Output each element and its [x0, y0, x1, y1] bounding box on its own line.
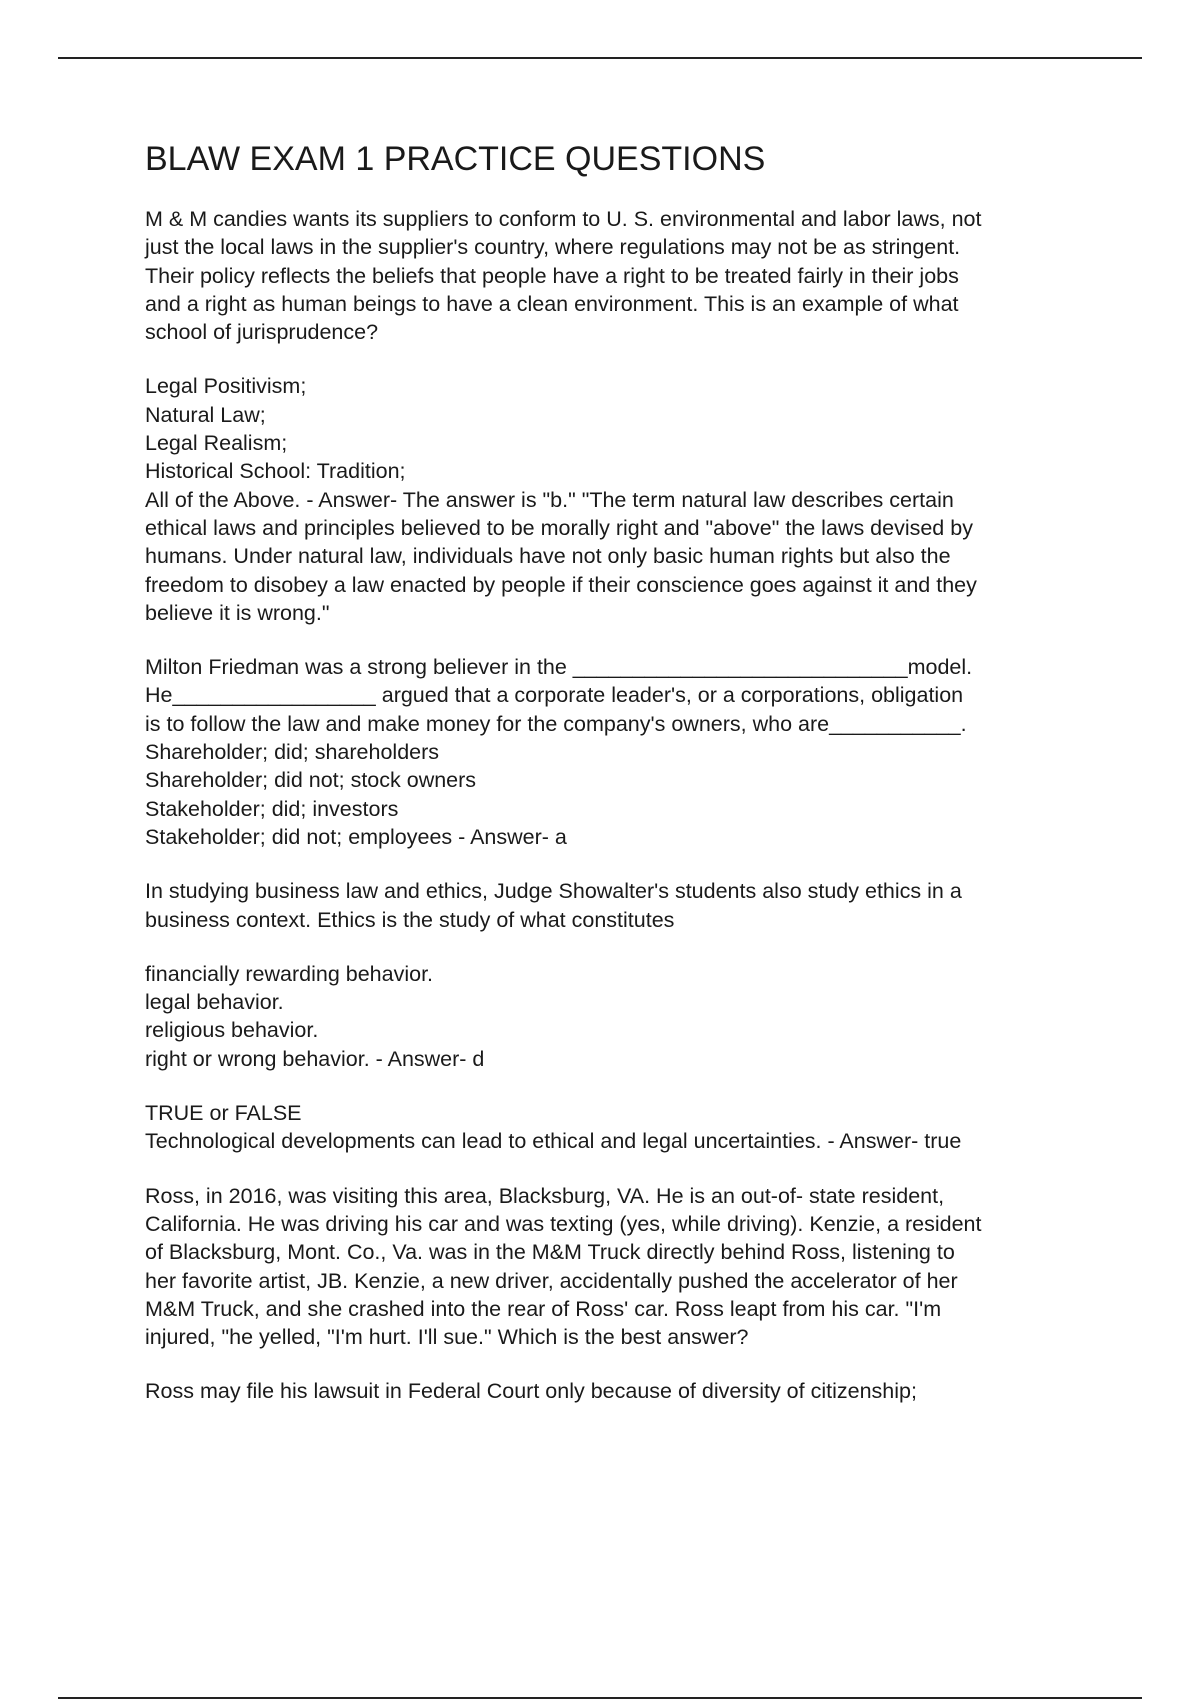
top-rule: [58, 57, 1142, 59]
question-line: M & M candies wants its suppliers to conform to U. S. environmental and labor laws, not: [145, 207, 982, 231]
document-title: BLAW EXAM 1 PRACTICE QUESTIONS: [145, 140, 766, 178]
option-line: Ross may file his lawsuit in Federal Court only because of diversity of citizenship;: [145, 1379, 917, 1404]
answer-line: right or wrong behavior. - Answer- d: [145, 1046, 485, 1071]
answer-line: Technological developments can lead to ethical and legal uncertainties. - Answer- true: [145, 1129, 962, 1154]
question-line: business context. Ethics is the study of what constitutes: [145, 907, 675, 932]
answer-line: Stakeholder; did not; employees - Answer- a: [145, 824, 567, 849]
option-line: legal behavior.: [145, 990, 284, 1015]
question-line: is to follow the law and make money for the company's owners, who are___________.: [145, 711, 967, 736]
option-line: Shareholder; did; shareholders: [145, 740, 440, 765]
question-2: [145, 653, 1105, 851]
spacer: [145, 1351, 1105, 1377]
answer-line: ethical laws and principles believed to be morally right and "above" the laws devised by: [145, 515, 973, 540]
question-5: [145, 1182, 1105, 1406]
option-line: Historical School: Tradition;: [145, 459, 406, 484]
option-line: Shareholder; did not; stock owners: [145, 768, 477, 793]
question-line: and a right as human beings to have a clean environment. This is an example of what: [145, 291, 959, 316]
question-line: M&M Truck, and she crashed into the rear of Ross' car. Ross leapt from his car. "I'm: [145, 1296, 942, 1321]
option-line: Stakeholder; did; investors: [145, 796, 399, 821]
answer-line: believe it is wrong.": [145, 600, 330, 625]
bottom-rule: [58, 1697, 1142, 1699]
question-line: her favorite artist, JB. Kenzie, a new driver, accidentally pushed the accelerator of her: [145, 1268, 958, 1293]
question-line: He_________________ argued that a corporate leader's, or a corporations, obligation: [145, 683, 964, 708]
question-line: TRUE or FALSE: [145, 1101, 302, 1126]
option-line: religious behavior.: [145, 1018, 319, 1043]
option-line: Legal Realism;: [145, 431, 288, 456]
question-line: just the local laws in the supplier's country, where regulations may not be as stringent.: [145, 235, 961, 260]
question-line: Milton Friedman was a strong believer in the ____________________________model.: [145, 655, 973, 680]
spacer: [145, 346, 1105, 372]
question-1: [145, 205, 1105, 627]
option-line: Legal Positivism;: [145, 374, 307, 399]
question-line: school of jurisprudence?: [145, 320, 379, 345]
question-line: injured, "he yelled, "I'm hurt. I'll sue." Which is the best answer?: [145, 1325, 749, 1350]
question-line: Ross, in 2016, was visiting this area, Blacksburg, VA. He is an out-of- state resident,: [145, 1183, 945, 1208]
option-line: financially rewarding behavior.: [145, 961, 434, 986]
answer-line: humans. Under natural law, individuals have not only basic human rights but also the: [145, 544, 951, 569]
document-body: [145, 140, 1105, 1432]
question-line: Their policy reflects the beliefs that people have a right to be treated fairly in their jobs: [145, 263, 959, 288]
spacer: [145, 934, 1105, 960]
answer-line: All of the Above. - Answer- The answer is "b." "The term natural law describes certain: [145, 487, 954, 512]
answer-line: freedom to disobey a law enacted by people if their conscience goes against it and they: [145, 572, 977, 597]
question-3: [145, 877, 1105, 1073]
question-line: of Blacksburg, Mont. Co., Va. was in the M&M Truck directly behind Ross, listening to: [145, 1240, 955, 1265]
option-line: Natural Law;: [145, 402, 266, 427]
question-4: [145, 1099, 1105, 1156]
question-line: California. He was driving his car and was texting (yes, while driving). Kenzie, a resident: [145, 1211, 982, 1236]
question-line: In studying business law and ethics, Judge Showalter's students also study ethics in a: [145, 879, 962, 904]
